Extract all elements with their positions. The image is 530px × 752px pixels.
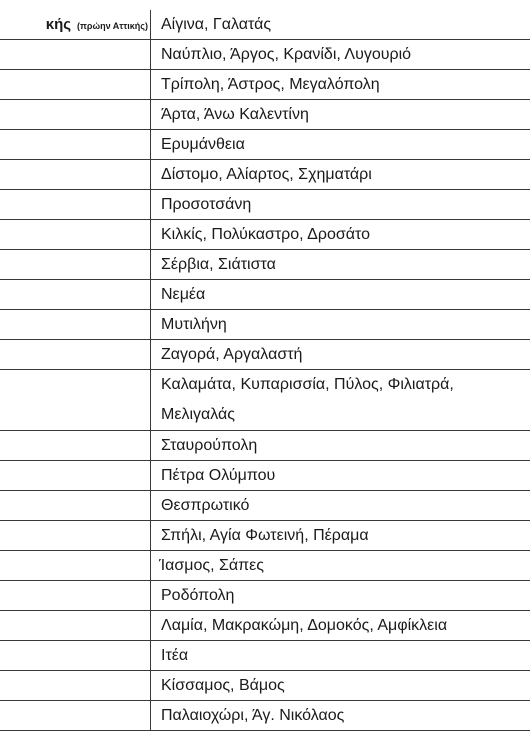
region-cell [0,671,151,701]
region-name: κής [45,15,72,33]
table-row [0,701,530,731]
region-cell [0,521,151,551]
table-row [0,250,530,280]
region-cell [0,340,151,370]
table-row [0,310,530,340]
table-row [0,431,530,461]
region-cell [0,10,151,40]
areas-cell: Καλαμάτα, Κυπαρισσία, Πύλος, Φιλιατρά, Μελιγαλάς [151,370,530,431]
region-cell [0,250,151,280]
areas-cell: Αίγινα, Γαλατάς [151,10,530,40]
region-cell [0,70,151,100]
areas-cell: Κίσσαμος, Βάμος [151,671,530,701]
region-cell [0,100,151,130]
region-cell [0,551,151,581]
region-note: (πρώην Αττικής) [77,20,148,31]
table-row [0,100,530,130]
areas-cell: Νεμέα [151,280,530,310]
table-row [0,280,530,310]
table-row [0,190,530,220]
areas-cell: Ροδόπολη [151,581,530,611]
region-cell [0,370,151,431]
region-cell [0,611,151,641]
areas-cell: Ερυμάνθεια [151,130,530,160]
table-row [0,40,530,70]
table-row [0,10,530,40]
region-cell [0,431,151,461]
region-cell [0,40,151,70]
table-row [0,581,530,611]
areas-cell [151,551,530,581]
table-row [0,370,530,431]
areas-cell: Λαμία, Μακρακώμη, Δομοκός, Αμφίκλεια [151,611,530,641]
table-row [0,70,530,100]
region-cell [0,220,151,250]
areas-cell: Σέρβια, Σιάτιστα [151,250,530,280]
region-cell [0,160,151,190]
table-row [0,521,530,551]
areas-cell: Θεσπρωτικό [151,491,530,521]
table-row [0,641,530,671]
table-row [0,340,530,370]
areas-cell: Πέτρα Ολύμπου [151,461,530,491]
areas-cell: Κιλκίς, Πολύκαστρο, Δροσάτο [151,220,530,250]
region-cell [0,310,151,340]
areas-cell: Ζαγορά, Αργαλαστή [151,340,530,370]
areas-cell: Παλαιοχώρι, Άγ. Νικόλαος [151,701,530,731]
areas-cell: Δίστομο, Αλίαρτος, Σχηματάρι [151,160,530,190]
areas-cell: Ιτέα [151,641,530,671]
region-cell [0,280,151,310]
areas-cell: Ναύπλιο, Άργος, Κρανίδι, Λυγουριό [151,40,530,70]
areas-cell: Τρίπολη, Άστρος, Μεγαλόπολη [151,70,530,100]
region-cell [0,641,151,671]
region-cell [0,130,151,160]
table-row [0,551,530,581]
areas-cell: Προσοτσάνη [151,190,530,220]
region-cell [0,581,151,611]
table-row [0,671,530,701]
areas-cell: Σπήλι, Αγία Φωτεινή, Πέραμα [151,521,530,551]
areas-cell: Άρτα, Άνω Καλεντίνη [151,100,530,130]
table-row [0,461,530,491]
table-row [0,130,530,160]
region-cell [0,701,151,731]
table-row [0,160,530,190]
areas-cell: Μυτιλήνη [151,310,530,340]
municipalities-table [0,10,530,731]
table-row [0,220,530,250]
table-row [0,611,530,641]
table-row [0,491,530,521]
region-cell [0,190,151,220]
region-cell [0,461,151,491]
areas-text: Ίασμος, Σάπες [159,556,265,574]
areas-cell: Σταυρούπολη [151,431,530,461]
region-cell [0,491,151,521]
